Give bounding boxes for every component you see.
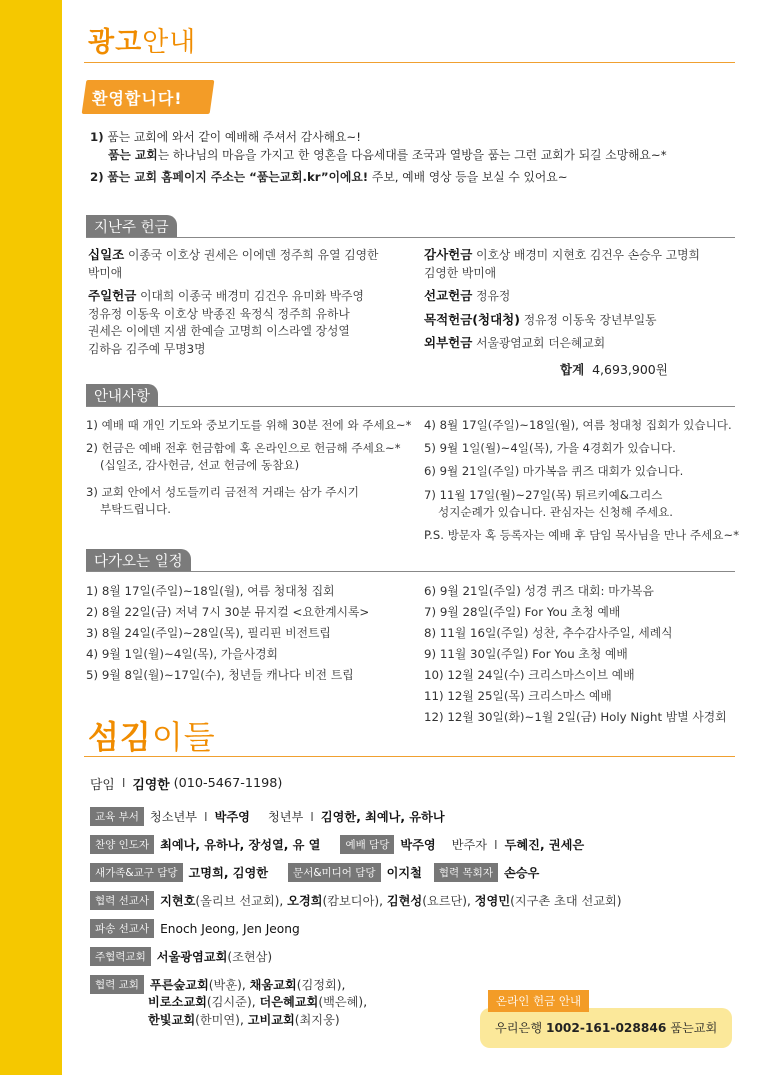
- announcement-item: (십일조, 감사헌금, 선교 헌금에 동참요): [100, 458, 300, 472]
- announcements-divider: [86, 406, 735, 407]
- schedule-item: 3) 8월 24일(주일)~28일(목), 필리핀 비전트립: [86, 626, 331, 640]
- announcement-item: 6) 9월 21일(주일) 마가복음 퀴즈 대회가 있습니다.: [424, 464, 684, 478]
- schedule-item: 8) 11월 16일(주일) 성찬, 추수감사주일, 세례식: [424, 626, 673, 640]
- pastor-row: 담임 I 김영한 (010-5467-1198): [90, 776, 283, 793]
- missionary-row: 협력 선교사 지현호 (올리브 선교회) , 오경희 (캄보디아) , 김현성 (요르단) , 정영민 (지구촌 초대 선교회): [90, 891, 622, 910]
- servants-section-title: 섬김이들: [88, 718, 216, 756]
- schedule-tab: 다가오는 일정: [86, 549, 191, 571]
- title-divider: [84, 62, 735, 63]
- label-badge: 협력 선교사: [90, 891, 154, 910]
- main-church-row: 주협력교회 서울광염교회 (조현삼): [90, 947, 272, 966]
- online-giving-label: 온라인 헌금 안내: [488, 990, 589, 1012]
- label-badge: 파송 선교사: [90, 919, 154, 938]
- announcement-item: 1) 예배 때 개인 기도와 중보기도를 위해 30분 전에 와 주세요~*: [86, 418, 412, 432]
- welcome-text: 환영합니다!: [92, 89, 183, 108]
- offering-mission: 선교헌금 정유정: [424, 288, 511, 303]
- label-badge: 문서&미디어 담당: [288, 863, 381, 882]
- label-badge: 교육 부서: [90, 807, 144, 826]
- announcement-item: 5) 9월 1일(월)~4일(목), 가을 4경회가 있습니다.: [424, 441, 676, 455]
- schedule-item: 11) 12월 25일(목) 크리스마스 예배: [424, 689, 612, 703]
- coop-church-row: 협력 교회 푸른숲교회 (박훈) , 채움교회 (김정회) ,: [90, 975, 345, 994]
- announcement-item: 부탁드립니다.: [100, 502, 171, 516]
- schedule-item: 2) 8월 22일(금) 저녁 7시 30분 뮤지컬 <요한계시록>: [86, 605, 370, 619]
- offering-sunday: 주일헌금 이대희 이종국 배경미 김건우 유미화 박주영 정유정 이동욱 이호상 박종진 육정식 정주희 유하나 권세은 이에덴 지샘 한예슬 고명희 이스라엘 장성열 김하음 김주예 무명3명: [88, 288, 364, 356]
- offering-thanks: 감사헌금 이호상 배경미 지현호 김건우 손승우 고명희 김영한 박미애: [424, 247, 700, 280]
- offering-tithe: 십일조 이종국 이호상 권세은 이에덴 정주희 유열 김영한 박미애: [88, 247, 379, 280]
- schedule-item: 6) 9월 21일(주일) 성경 퀴즈 대회: 마가복음: [424, 584, 654, 598]
- yellow-side-stripe: [0, 0, 62, 1075]
- ads-section-title: 광고안내: [88, 27, 197, 58]
- offering-divider: [86, 237, 735, 238]
- announcements-tab: 안내사항: [86, 384, 158, 406]
- online-giving-box: 우리은행 1002-161-028846 품는교회: [480, 1008, 732, 1048]
- announcement-item: P.S. 방문자 혹 등록자는 예배 후 담임 목사님을 만나 주세요~*: [424, 528, 739, 542]
- schedule-item: 1) 8월 17일(주일)~18일(월), 여름 청대청 집회: [86, 584, 335, 598]
- announcement-item: 3) 교회 안에서 성도들끼리 금전적 거래는 삼가 주시기: [86, 485, 359, 499]
- label-badge: 새가족&교구 담당: [90, 863, 183, 882]
- offering-external: 외부헌금 서울광염교회 더은혜교회: [424, 335, 606, 350]
- schedule-item: 10) 12월 24일(수) 크리스마스이브 예배: [424, 668, 635, 682]
- label-badge: 협력 목회자: [434, 863, 498, 882]
- label-badge: 주협력교회: [90, 947, 151, 966]
- notice-1-sub: 품는 교회는 하나님의 마음을 가지고 한 영혼을 다음세대를 조국과 열방을 품는 그런 교회가 되길 소망해요~*: [108, 148, 667, 162]
- announcement-item: 2) 헌금은 예배 전후 헌금함에 혹 온라인으로 헌금해 주세요~*: [86, 441, 401, 455]
- offering-left-column: [88, 246, 418, 363]
- announcement-item: 성지순례가 있습니다. 관심자는 신청해 주세요.: [438, 505, 673, 519]
- notice-2: 2) 품는 교회 홈페이지 주소는 “품는교회.kr”이에요! 주보, 예배 영상 등을 보실 수 있어요~: [90, 170, 568, 184]
- coop-church-row: 비로소교회 (김시준) , 더은혜교회 (백은혜) ,: [148, 994, 368, 1009]
- family-media-row: 새가족&교구 담당 고명희, 김영한 문서&미디어 담당 이지철 협력 목회자 손승우: [90, 863, 539, 882]
- notice-1: 1) 품는 교회에 와서 같이 예배해 주셔서 감사해요~!: [90, 130, 361, 144]
- announcement-item: 7) 11월 17일(월)~27일(목) 튀르키예&그리스: [424, 488, 663, 502]
- title-divider: [84, 756, 735, 757]
- schedule-item: 5) 9월 8일(월)~17일(수), 청년들 캐나다 비전 트립: [86, 668, 354, 682]
- praise-row: 찬양 인도자 최예나, 유하나, 장성열, 유 열 예배 담당 박주영 반주자 I 두혜진, 권세은: [90, 835, 584, 854]
- label-badge: 찬양 인도자: [90, 835, 154, 854]
- schedule-item: 9) 11월 30일(주일) For You 초청 예배: [424, 647, 628, 661]
- schedule-item: 12) 12월 30일(화)~1월 2일(금) Holy Night 밤별 사경회: [424, 710, 727, 724]
- coop-church-row: 한빛교회 (한미연) , 고비교회 (최지웅): [148, 1012, 340, 1027]
- schedule-item: 4) 9월 1일(월)~4일(목), 가을사경회: [86, 647, 278, 661]
- announcement-item: 4) 8월 17일(주일)~18일(월), 여름 청대청 집회가 있습니다.: [424, 418, 732, 432]
- label-badge: 협력 교회: [90, 975, 144, 994]
- sent-missionary-row: 파송 선교사 Enoch Jeong, Jen Jeong: [90, 919, 300, 938]
- offering-total: 합계 4,693,900원: [560, 362, 668, 377]
- offering-purpose: 목적헌금(청대청) 정유정 이동욱 장년부일동: [424, 311, 657, 327]
- offering-right-column: [424, 246, 734, 358]
- offering-tab: 지난주 헌금: [86, 215, 177, 237]
- label-badge: 예배 담당: [340, 835, 394, 854]
- schedule-item: 7) 9월 28일(주일) For You 초청 예배: [424, 605, 621, 619]
- schedule-divider: [86, 571, 735, 572]
- education-row: 교육 부서 청소년부 I 박주영 청년부 I 김영한, 최예나, 유하나: [90, 807, 445, 826]
